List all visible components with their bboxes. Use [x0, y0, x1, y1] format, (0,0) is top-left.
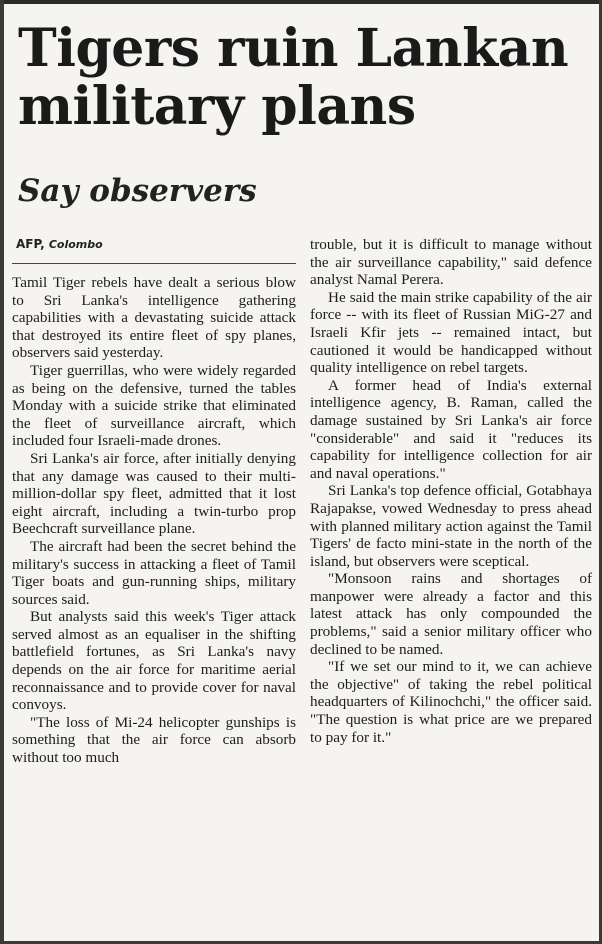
- paragraph: Tamil Tiger rebels have dealt a serious blow to Sri Lanka's intelligence gathering capabilities with a devastating suicide attack that destroyed its entire fleet of spy planes, observers said yesterday.: [12, 274, 296, 362]
- clipping-border-left: [0, 0, 4, 944]
- paragraph: A former head of India's external intelligence agency, B. Raman, called the damage sustained by Sri Lanka's air force "considerable" and said it "reduces its capability for intelligence collection for air and naval operations.": [310, 376, 592, 482]
- article-column-left: [12, 236, 296, 767]
- dateline-rule: [12, 263, 296, 264]
- paragraph: "Monsoon rains and shortages of manpower were already a factor and this latest attack has only compounded the problems," said a senior military officer who declined to be named.: [310, 570, 592, 658]
- article-column-right: [310, 236, 592, 746]
- paragraph-continuation: trouble, but it is difficult to manage without the air surveillance capability," said defence analyst Namal Perera.: [310, 236, 592, 289]
- headline: Tigers ruin Lankan military plans: [18, 18, 569, 137]
- clipping-border-top: [0, 0, 602, 4]
- paragraph: Sri Lanka's air force, after initially denying that any damage was caused to their multi-million-dollar spy fleet, admitted that it lost eight aircraft, including a twin-turbo prop Beechcraft surveillance plane.: [12, 449, 296, 538]
- dateline-separator: ,: [40, 237, 49, 251]
- paragraph: Sri Lanka's top defence official, Gotabhaya Rajapakse, vowed Wednesday to press ahead with planned military action against the Tamil Tigers' de facto mini-state in the north of the island, but observers were sceptical.: [310, 482, 592, 570]
- paragraph: Tiger guerrillas, who were widely regarded as being on the defensive, turned the tables Monday with a suicide strike that eliminated the fleet of surveillance aircraft, which included four Israeli-made drones.: [12, 361, 296, 450]
- subheadline: Say observers: [18, 173, 257, 209]
- paragraph: "If we set our mind to it, we can achieve the objective" of taking the rebel political headquarters of Kilinochchi," the officer said. "The question is what price are we prepared to pay for it.": [310, 658, 592, 746]
- dateline-agency: AFP: [16, 237, 41, 251]
- paragraph: He said the main strike capability of the air force -- with its fleet of Russian MiG-27 and Israeli Kfir jets -- remained intact, but cautioned it would be handicapped without quality intelligence on rebel targets.: [310, 288, 592, 377]
- paragraph: "The loss of Mi-24 helicopter gunships is something that the air force can absorb without too much: [12, 713, 296, 767]
- paragraph: But analysts said this week's Tiger attack served almost as an equaliser in the shifting battlefield fortunes, as Sri Lanka's navy depends on the air force for maritime aerial reconnaissance and to provide cover for naval convoys.: [12, 608, 296, 714]
- dateline-city: Colombo: [48, 238, 103, 251]
- dateline: [16, 236, 296, 253]
- paragraph: The aircraft had been the secret behind the military's success in attacking a fleet of Tamil Tiger boats and gun-running ships, military sources said.: [12, 537, 296, 608]
